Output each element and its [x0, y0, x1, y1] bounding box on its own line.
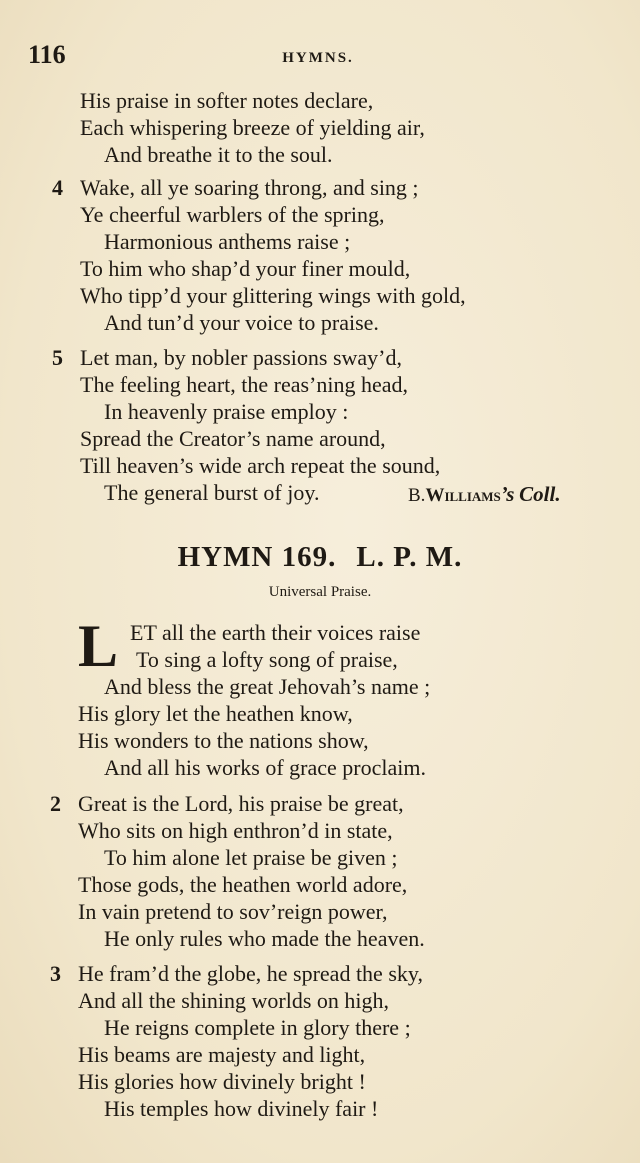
attribution-name: Williams	[425, 485, 501, 506]
verse-line: And breathe it to the soul.	[104, 142, 333, 167]
verse-line: Ye cheerful warblers of the spring,	[80, 202, 385, 227]
verse-line: And all the shining worlds on high,	[78, 988, 390, 1013]
verse-line: The feeling heart, the reas’ning head,	[80, 372, 409, 397]
verse-line: Each whispering breeze of yielding air,	[80, 115, 425, 140]
verse-line: To him alone let praise be given ;	[104, 845, 398, 870]
verse-line: Great is the Lord, his praise be great,	[78, 791, 404, 816]
running-head: HYMNS.	[282, 50, 354, 66]
verse-line: Harmonious anthems raise ;	[104, 229, 351, 254]
hymn-meter: L. P. M.	[356, 541, 463, 573]
verse-line: He reigns complete in glory there ;	[104, 1015, 411, 1040]
hymn-subtitle: Universal Praise.	[268, 584, 372, 600]
attribution-collection: Coll.	[519, 482, 561, 506]
verse-line: Spread the Creator’s name around,	[80, 426, 386, 451]
verse-line: His wonders to the nations show,	[78, 728, 369, 753]
stanza-number: 2	[50, 791, 61, 816]
verse-line: Let man, by nobler passions sway’d,	[80, 345, 402, 370]
verse-line: Wake, all ye soaring throng, and sing ;	[80, 175, 419, 200]
verse-line: Those gods, the heathen world adore,	[78, 872, 408, 897]
attribution-initial: B.	[408, 485, 426, 506]
stanza-number: 3	[50, 961, 61, 986]
verse-line: His temples how divinely fair !	[104, 1096, 379, 1121]
page-header	[28, 40, 608, 74]
verse-line: To sing a lofty song of praise,	[136, 647, 398, 672]
attribution	[408, 481, 561, 509]
verse-line: Who tipp’d your glittering wings with gold,	[80, 283, 466, 308]
verse-line: And tun’d your voice to praise.	[104, 310, 379, 335]
verse-line: He only rules who made the heaven.	[104, 926, 425, 951]
verse-line: And bless the great Jehovah’s name ;	[104, 674, 431, 699]
verse-line: His beams are majesty and light,	[78, 1042, 366, 1067]
verse-line: ET all the earth their voices raise	[130, 620, 421, 645]
stanza-number: 5	[52, 345, 63, 370]
verse-line: In heavenly praise employ :	[104, 399, 349, 424]
verse-line: And all his works of grace proclaim.	[104, 755, 426, 780]
verse-line: Who sits on high enthron’d in state,	[78, 818, 393, 843]
hymn-title	[0, 541, 640, 574]
verse-line: His glory let the heathen know,	[78, 701, 353, 726]
drop-cap: L	[78, 613, 119, 679]
page-number: 116	[28, 40, 66, 69]
verse-line: Till heaven’s wide arch repeat the sound,	[80, 453, 441, 478]
verse-line: His praise in softer notes declare,	[80, 88, 374, 113]
hymn-number: HYMN 169.	[177, 541, 337, 573]
verse-line: He fram’d the globe, he spread the sky,	[78, 961, 423, 986]
attribution-suffix: ’s	[500, 482, 515, 506]
verse-line: To him who shap’d your finer mould,	[80, 256, 411, 281]
verse-line: In vain pretend to sov’reign power,	[78, 899, 388, 924]
verse-line: His glories how divinely bright !	[78, 1069, 366, 1094]
stanza-number: 4	[52, 175, 63, 200]
verse-line: The general burst of joy.	[104, 480, 320, 505]
